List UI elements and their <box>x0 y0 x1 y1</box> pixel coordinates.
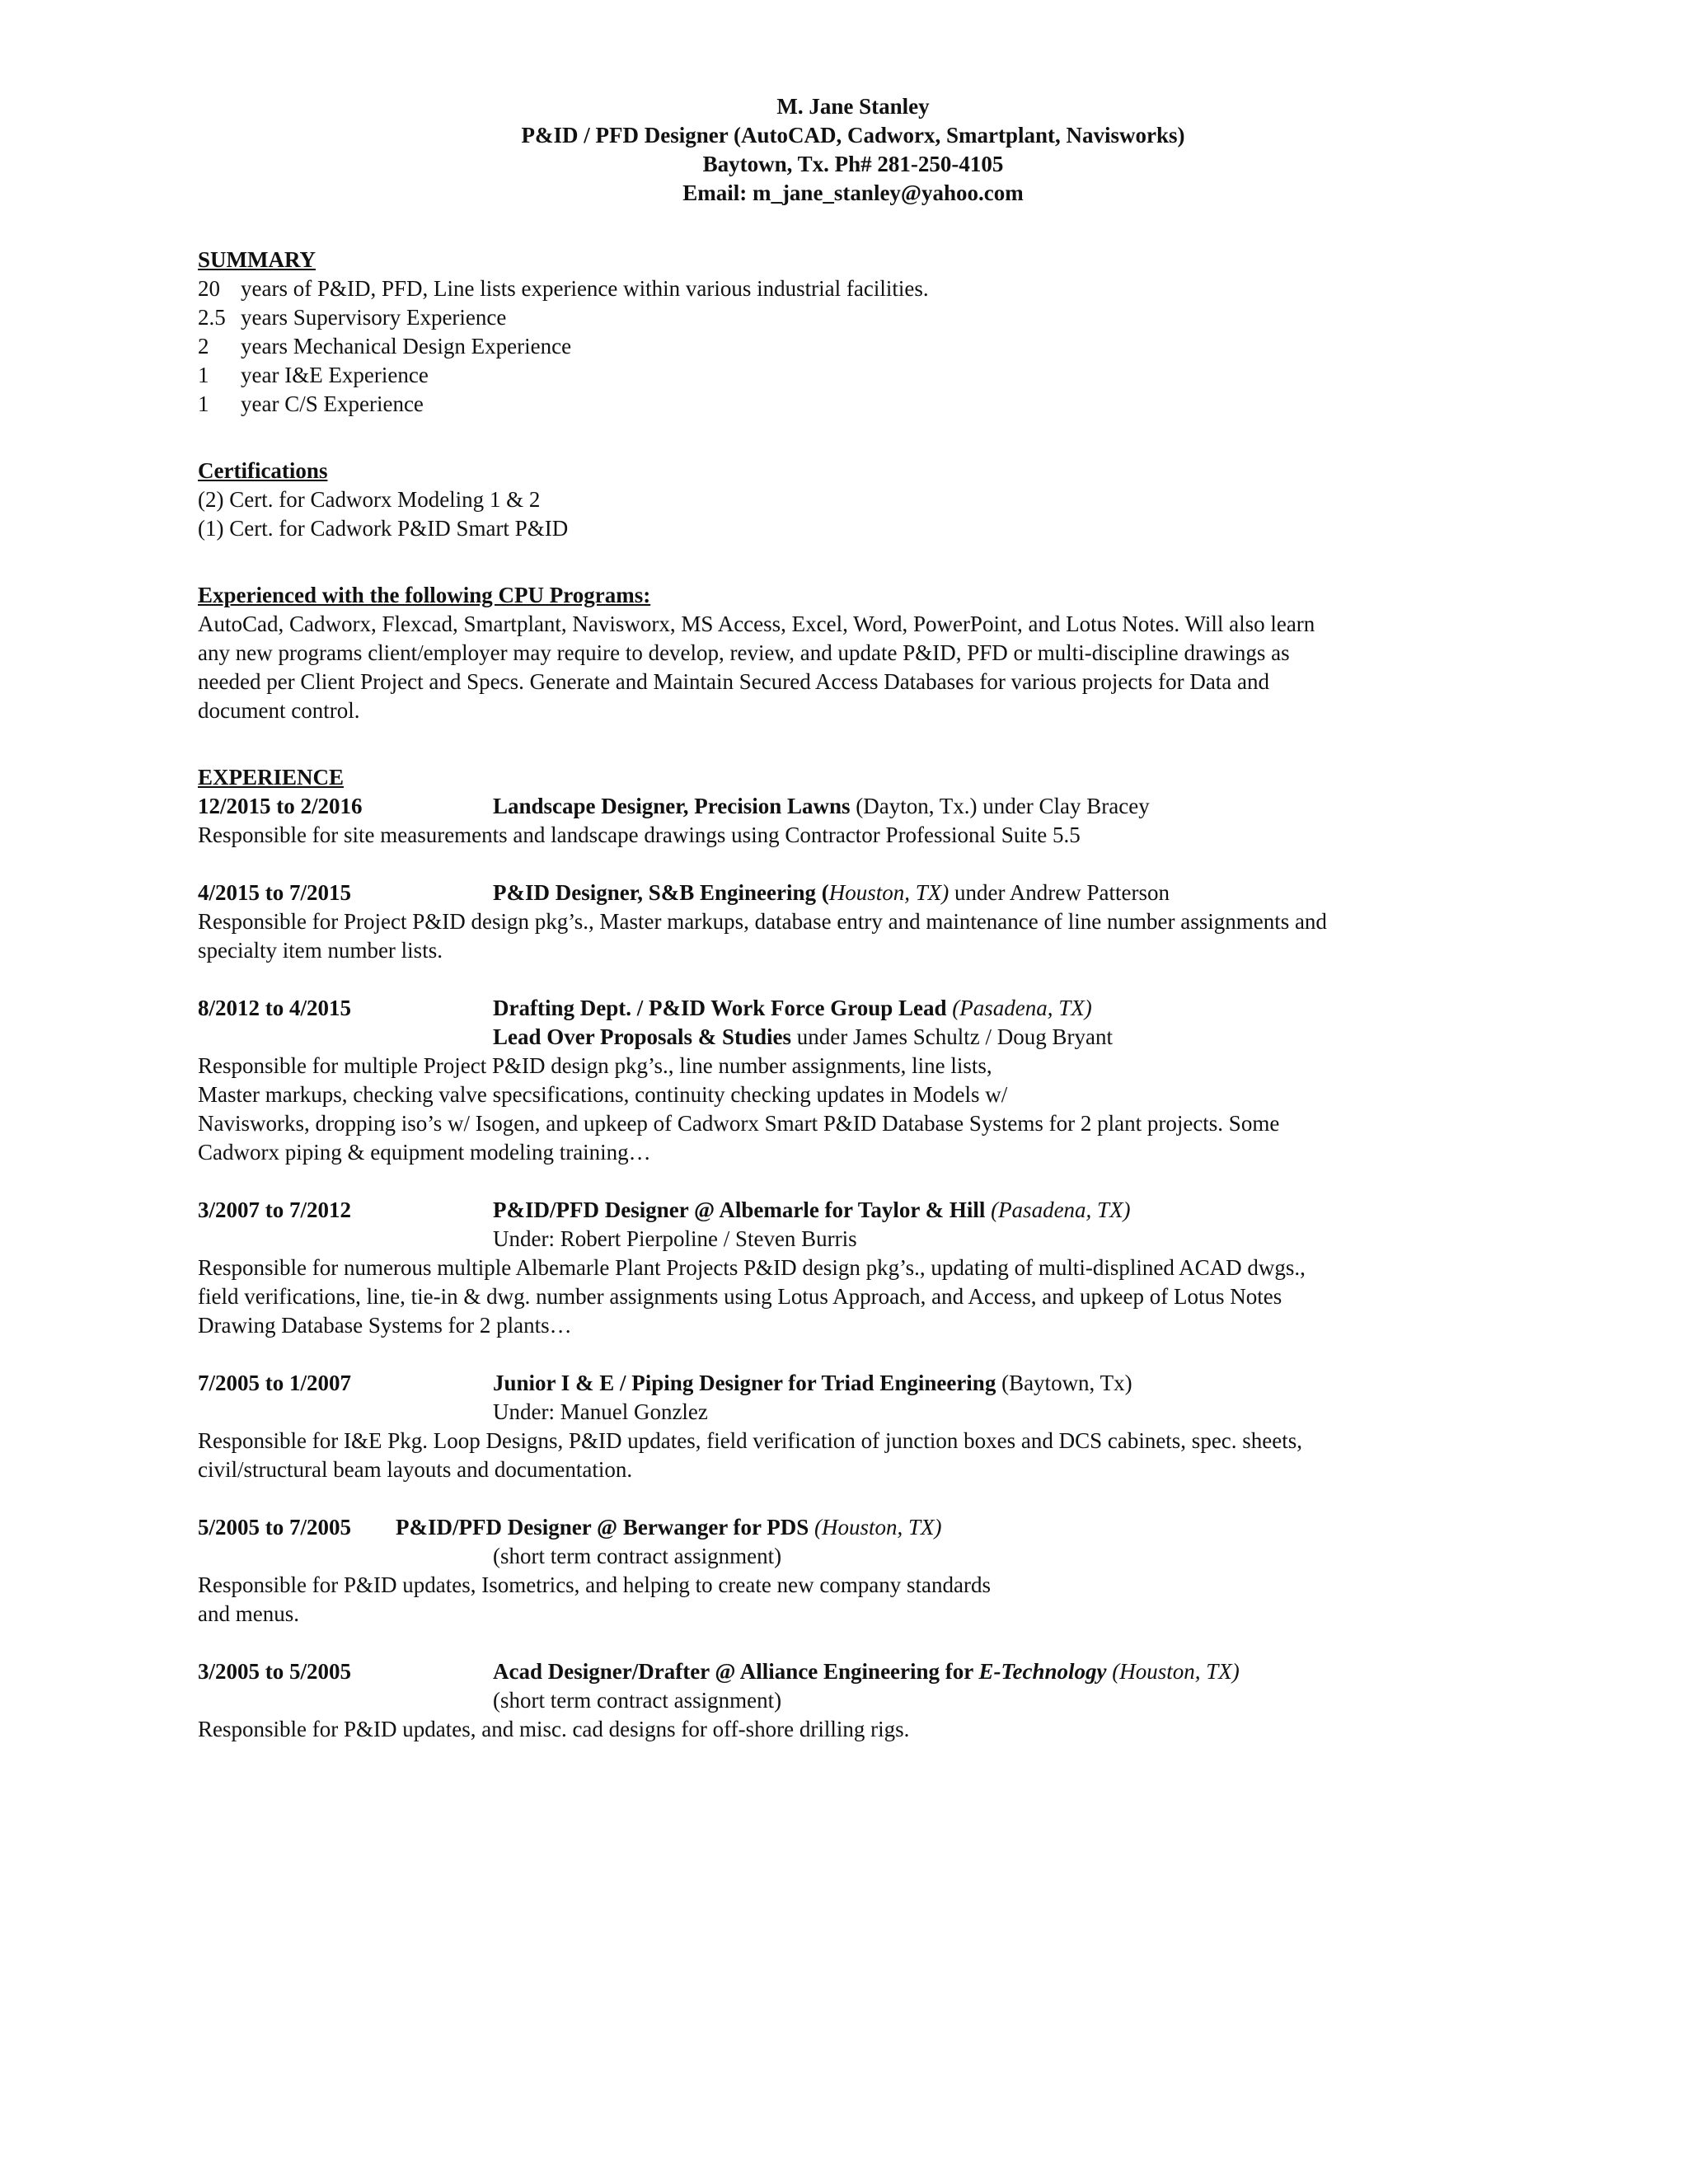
programs-description <box>198 610 1508 725</box>
job-title-role: Drafting Dept. / P&ID Work Force Group Lead <box>493 996 947 1020</box>
job-title-role: P&ID Designer, S&B Engineering ( <box>493 880 829 905</box>
job-description <box>198 1052 1508 1167</box>
summary-heading: SUMMARY <box>198 247 316 272</box>
job-title-details: (Baytown, Tx) <box>996 1371 1132 1395</box>
job-title-location: (Houston, TX) <box>1106 1659 1240 1684</box>
job-subtitle-role: Lead Over Proposals & Studies <box>493 1024 792 1049</box>
job-title-role: P&ID/PFD Designer @ Berwanger for PDS <box>396 1515 809 1540</box>
candidate-email: Email: m_jane_stanley@yahoo.com <box>682 180 1024 205</box>
certification-item: (2) Cert. for Cadworx Modeling 1 & 2 <box>198 487 541 512</box>
job-title-role: P&ID/PFD Designer @ Albemarle for Taylor & Hill <box>493 1197 986 1222</box>
job-description-line: Navisworks, dropping iso’s w/ Isogen, and upkeep of Cadworx Smart P&ID Database Systems for 2 plant projects. Some <box>198 1111 1280 1136</box>
job-dates: 8/2012 to 4/2015 <box>198 996 351 1020</box>
job-title-details: (Dayton, Tx.) under Clay Bracey <box>850 794 1150 818</box>
job-title <box>493 1657 1240 1686</box>
job-description-line: Responsible for I&E Pkg. Loop Designs, P&ID updates, field verification of junction boxes and DCS cabinets, spec. sheets, <box>198 1428 1303 1453</box>
job-dates: 3/2007 to 7/2012 <box>198 1197 351 1222</box>
job-subtitle: (short term contract assignment) <box>493 1544 782 1568</box>
job-dates: 7/2005 to 1/2007 <box>198 1371 351 1395</box>
certification-item: (1) Cert. for Cadwork P&ID Smart P&ID <box>198 516 569 541</box>
job-title-client: E-Technology <box>978 1659 1107 1684</box>
summary-item-text: years Mechanical Design Experience <box>241 334 572 359</box>
job-description <box>198 1715 1508 1744</box>
job-title-location: (Pasadena, TX) <box>946 996 1092 1020</box>
programs-line: AutoCad, Cadworx, Flexcad, Smartplant, Navisworx, MS Access, Excel, Word, PowerPoint, and Lotus Notes. Will also learn <box>198 612 1315 636</box>
job-description-line: Responsible for site measurements and landscape drawings using Contractor Professional Suite 5.5 <box>198 823 1081 847</box>
job-description-line: and menus. <box>198 1601 299 1626</box>
resume-page <box>198 92 1508 1744</box>
job-description-line: Responsible for numerous multiple Albemarle Plant Projects P&ID design pkg’s., updating of multi-displined ACAD dwgs., <box>198 1255 1306 1280</box>
programs-heading: Experienced with the following CPU Programs: <box>198 583 651 607</box>
job-dates: 4/2015 to 7/2015 <box>198 880 351 905</box>
job-title <box>493 994 1092 1023</box>
programs-line: needed per Client Project and Specs. Generate and Maintain Secured Access Databases for various projects for Data and <box>198 669 1270 694</box>
job-description <box>198 907 1508 965</box>
job-entry <box>198 994 1508 1167</box>
summary-item <box>198 274 1508 303</box>
job-title-location: (Houston, TX) <box>809 1515 942 1540</box>
job-description-line: Responsible for P&ID updates, and misc. cad designs for off-shore drilling rigs. <box>198 1717 910 1741</box>
candidate-name: M. Jane Stanley <box>776 94 930 119</box>
job-title-location: (Pasadena, TX) <box>985 1197 1131 1222</box>
job-entry <box>198 1369 1508 1484</box>
job-entry <box>198 1196 1508 1340</box>
job-title <box>493 1369 1132 1398</box>
summary-item <box>198 332 1508 361</box>
job-entry <box>198 1513 1508 1629</box>
job-description-line: Cadworx piping & equipment modeling training… <box>198 1140 651 1165</box>
summary-item <box>198 303 1508 332</box>
summary-item <box>198 390 1508 419</box>
job-title <box>493 879 1170 907</box>
job-entry <box>198 792 1508 850</box>
summary-item-number: 2 <box>198 334 209 359</box>
job-dates: 5/2005 to 7/2005 <box>198 1515 351 1540</box>
summary-item-text: year C/S Experience <box>241 391 424 416</box>
programs-line: document control. <box>198 698 360 723</box>
summary-item <box>198 361 1508 390</box>
job-subtitle: Under: Manuel Gonzlez <box>493 1399 708 1424</box>
job-description-line: Responsible for P&ID updates, Isometrics, and helping to create new company standards <box>198 1572 992 1597</box>
summary-item-text: year I&E Experience <box>241 363 429 387</box>
job-description-line: Responsible for Project P&ID design pkg’s., Master markups, database entry and maintenance of line number assignments and <box>198 909 1327 934</box>
job-title-details: under Andrew Patterson <box>949 880 1170 905</box>
job-title <box>396 1513 942 1542</box>
programs-line: any new programs client/employer may require to develop, review, and update P&ID, PFD or multi-discipline drawings as <box>198 640 1290 665</box>
candidate-location-phone: Baytown, Tx. Ph# 281-250-4105 <box>702 152 1004 176</box>
job-description-line: field verifications, line, tie-in & dwg. number assignments using Lotus Approach, and Access, and upkeep of Lotus Notes <box>198 1284 1282 1309</box>
job-description-line: Drawing Database Systems for 2 plants… <box>198 1313 572 1338</box>
summary-item-number: 1 <box>198 363 209 387</box>
job-entry <box>198 879 1508 965</box>
job-entry <box>198 1657 1508 1744</box>
job-title <box>493 1196 1131 1225</box>
job-title-role: Landscape Designer, Precision Lawns <box>493 794 851 818</box>
job-description-line: civil/structural beam layouts and documentation. <box>198 1457 633 1482</box>
job-subtitle <box>198 1023 1508 1052</box>
job-dates: 12/2015 to 2/2016 <box>198 794 363 818</box>
job-dates: 3/2005 to 5/2005 <box>198 1659 351 1684</box>
job-subtitle: Under: Robert Pierpoline / Steven Burris <box>493 1226 857 1251</box>
job-description-line: Master markups, checking valve specsifications, continuity checking updates in Models w/ <box>198 1082 1008 1107</box>
job-description-line: Responsible for multiple Project P&ID design pkg’s., line number assignments, line lists, <box>198 1053 992 1078</box>
summary-item-text: years of P&ID, PFD, Line lists experience within various industrial facilities. <box>241 276 929 301</box>
resume-header <box>165 92 1541 208</box>
experience-list <box>198 792 1508 1744</box>
job-subtitle-details: under James Schultz / Doug Bryant <box>791 1024 1113 1049</box>
job-description <box>198 821 1508 850</box>
summary-item-number: 1 <box>198 391 209 416</box>
candidate-title: P&ID / PFD Designer (AutoCAD, Cadworx, Smartplant, Navisworks) <box>521 123 1185 148</box>
summary-item-text: years Supervisory Experience <box>241 305 507 330</box>
summary-item-number: 2.5 <box>198 305 226 330</box>
job-description-line: specialty item number lists. <box>198 938 443 963</box>
experience-heading: EXPERIENCE <box>198 765 345 790</box>
job-description <box>198 1254 1508 1340</box>
job-title <box>493 792 1150 821</box>
job-subtitle: (short term contract assignment) <box>493 1688 782 1713</box>
job-description <box>198 1427 1508 1484</box>
certifications-heading: Certifications <box>198 458 328 483</box>
summary-list <box>198 274 1508 419</box>
job-title-location: Houston, TX) <box>828 880 950 905</box>
summary-item-number: 20 <box>198 276 220 301</box>
job-title-role: Acad Designer/Drafter @ Alliance Engineering for <box>493 1659 979 1684</box>
job-title-role: Junior I & E / Piping Designer for Triad Engineering <box>493 1371 996 1395</box>
job-description <box>198 1571 1508 1629</box>
